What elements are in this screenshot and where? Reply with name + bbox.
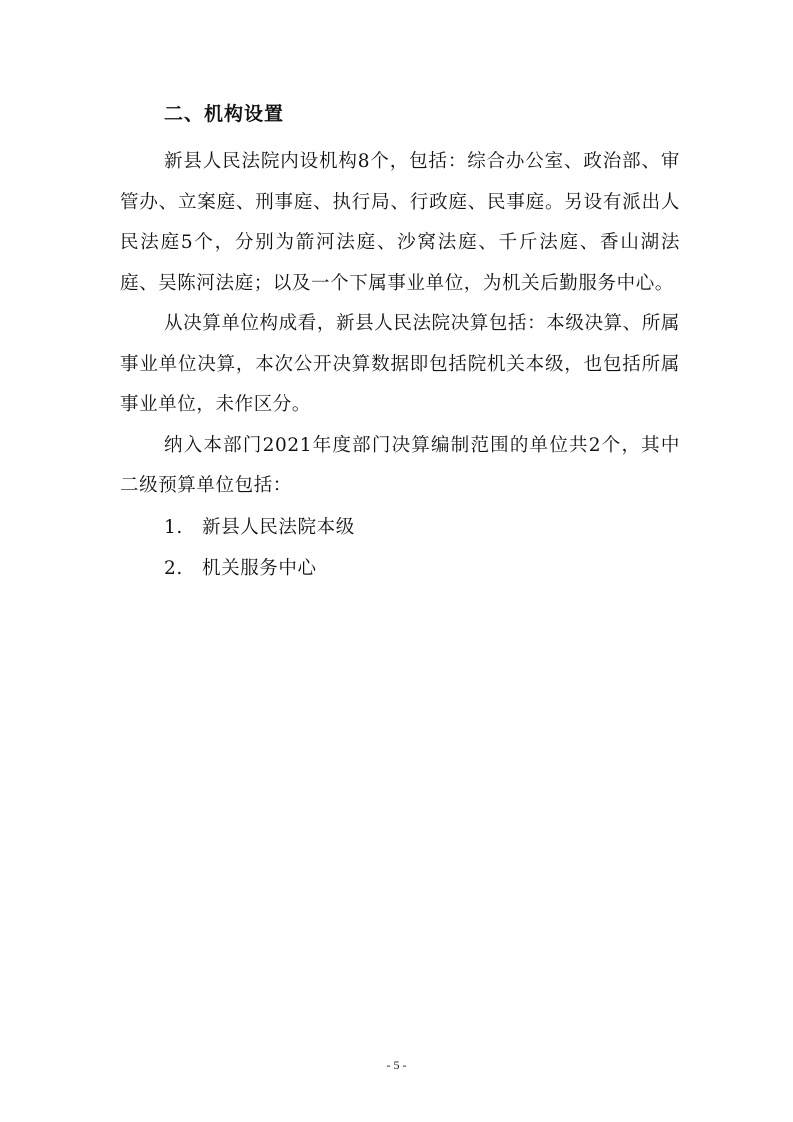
list-item-number: 2. — [164, 557, 183, 579]
section-heading: 二、机构设置 — [164, 103, 285, 125]
unit-list — [120, 507, 680, 589]
list-item-number: 1. — [164, 516, 183, 538]
paragraph-organization: 新县人民法院内设机构8个，包括：综合办公室、政治部、审管办、立案庭、刑事庭、执行局、行政庭、民事庭。另设有派出人民法庭5个，分别为箭河法庭、沙窝法庭、千斤法庭、香山湖法庭、吴陈河法庭；以及一个下属事业单位，为机关后勤服务中心。 — [120, 151, 680, 294]
list-item-text: 机关服务中心 — [202, 557, 317, 579]
paragraph-budget-composition: 从决算单位构成看，新县人民法院决算包括：本级决算、所属事业单位决算，本次公开决算数据即包括院机关本级，也包括所属事业单位，未作区分。 — [120, 313, 680, 415]
page-content — [120, 98, 680, 589]
paragraph-budget-scope: 纳入本部门2021年度部门决算编制范围的单位共2个，其中二级预算单位包括： — [120, 434, 680, 496]
list-item — [120, 507, 680, 548]
page-number: - 5 - — [386, 1058, 407, 1072]
list-item — [120, 548, 680, 589]
list-item-text: 新县人民法院本级 — [202, 516, 355, 538]
